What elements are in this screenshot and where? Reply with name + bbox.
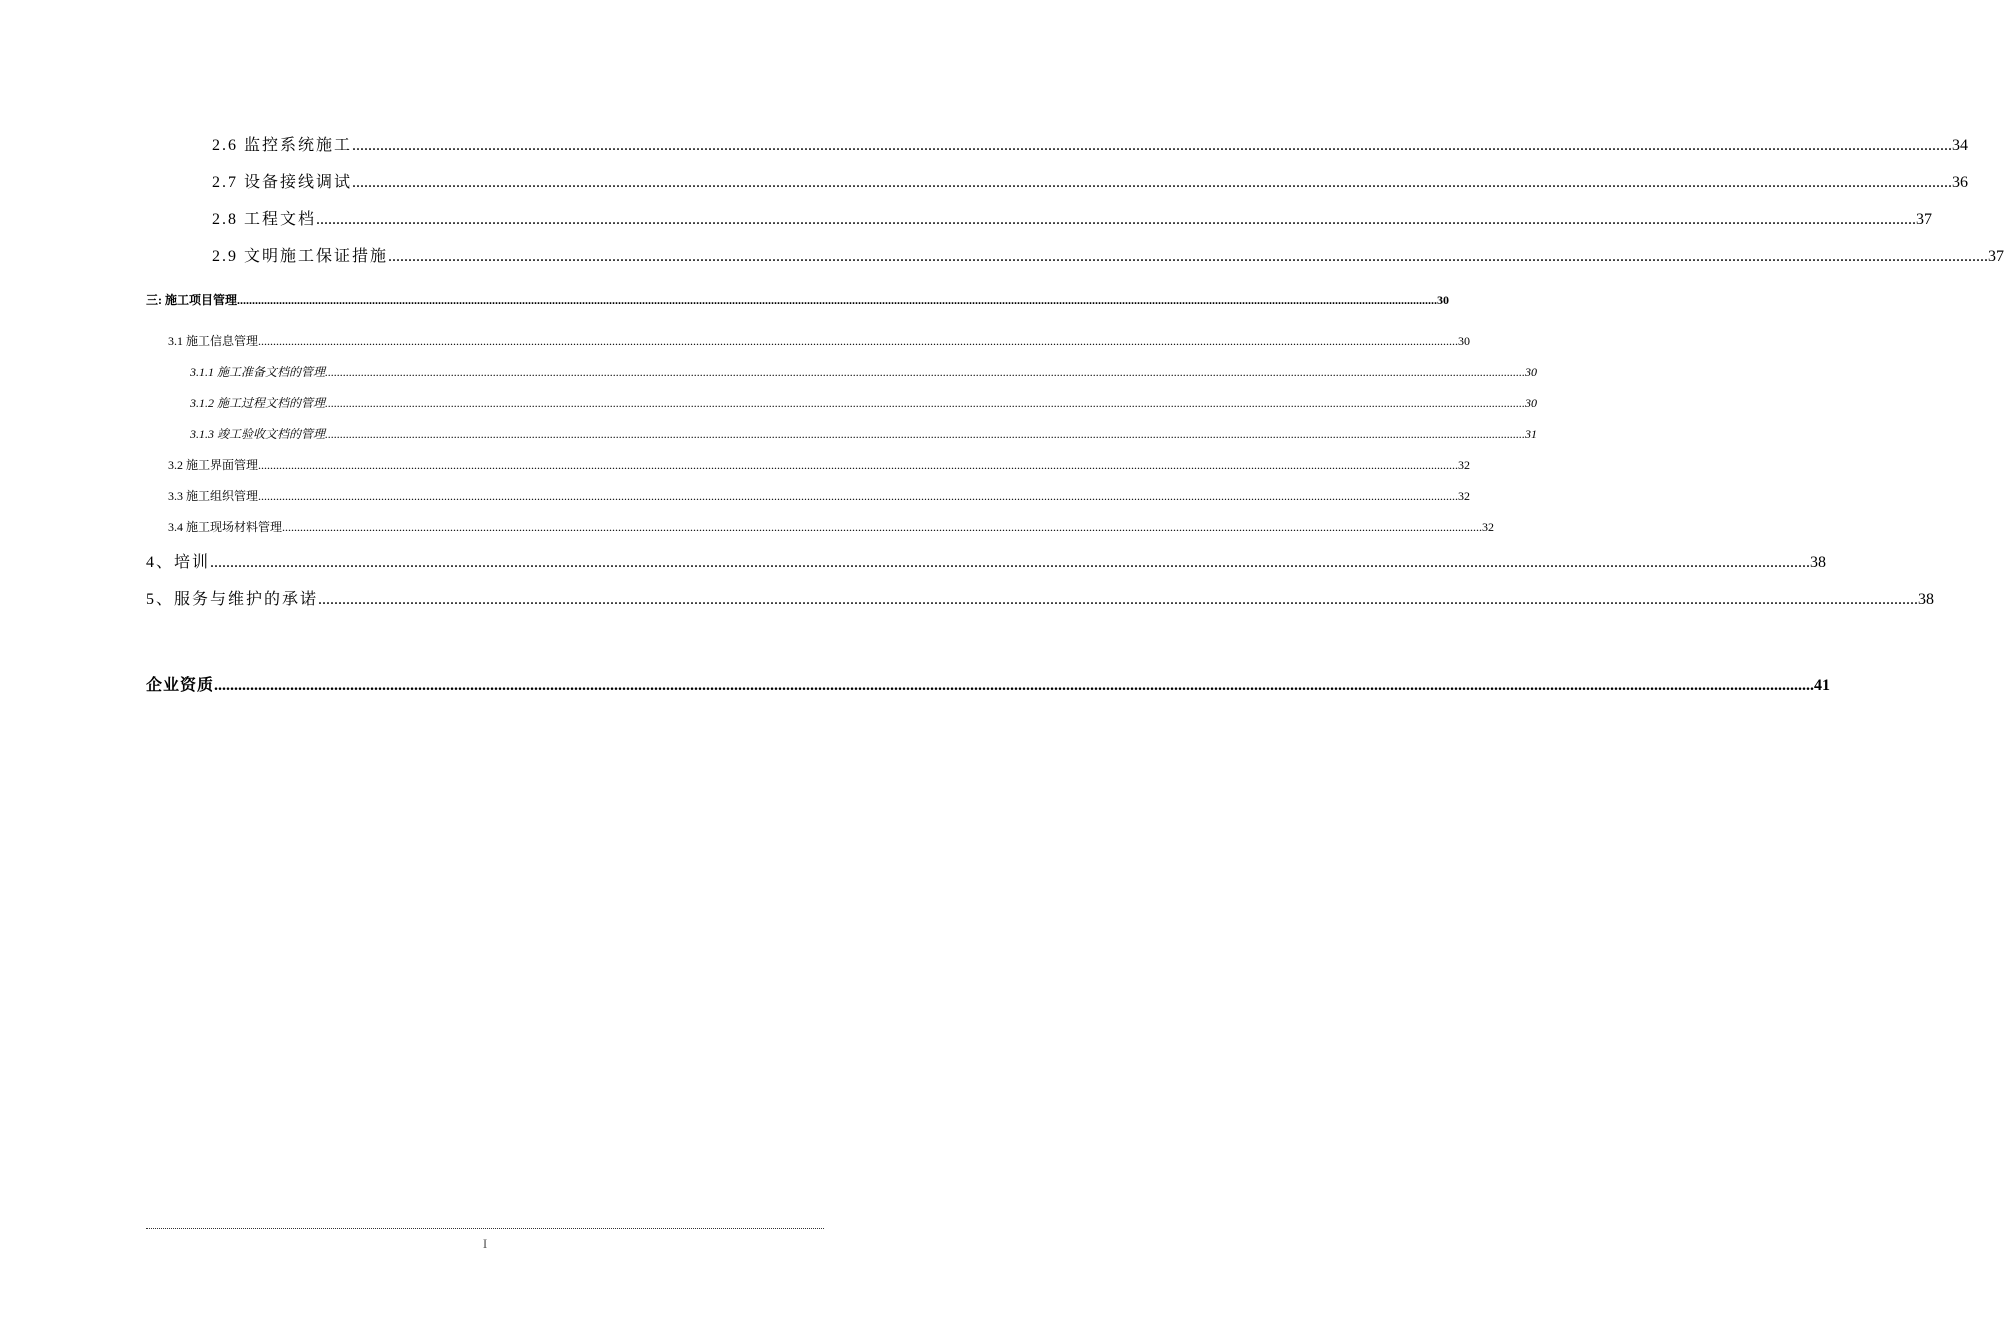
toc-page-number: 38 (1918, 591, 1935, 608)
dot-leader: ................................................................................................................................................................................................................................................................................................................................................................................................................ (258, 458, 1459, 472)
toc-label: 企业资质 (146, 677, 215, 694)
toc-page-number: 34 (1952, 137, 1969, 154)
toc-label: 4、培训 (146, 554, 211, 571)
toc-label: 2.6 监控系统施工 (212, 137, 353, 154)
toc-entry-2-8[interactable] (212, 206, 1933, 229)
toc-page-number: 32 (1482, 520, 1495, 534)
toc-entry-3-1-3[interactable] (190, 425, 1538, 442)
toc-entry-3-1-2[interactable] (190, 394, 1538, 411)
toc-entry-3-4[interactable] (168, 518, 1495, 535)
toc-page-number: 30 (1437, 293, 1449, 307)
dot-leader: ................................................................................................................................................................................................................................................................................................................................................................................................................ (325, 427, 1526, 441)
toc-entry-5[interactable] (146, 586, 1935, 609)
toc-page-number: 41 (1814, 677, 1831, 694)
toc-entry-2-6[interactable] (212, 132, 1969, 155)
toc-label: 2.8 工程文档 (212, 211, 317, 228)
toc-label: 3.4 施工现场材料管理 (168, 520, 283, 534)
dot-leader: ................................................................................................................................................................................................................................................................................................................................................................................................................ (282, 520, 1483, 534)
dot-leader: ................................................................................................................................................................................................................................................................................................................................................................................................................ (316, 211, 1917, 228)
footer-page-number: I (482, 1236, 488, 1251)
toc-entry-2-9[interactable] (212, 243, 2004, 266)
dot-leader: ................................................................................................................................................................................................................................................................................................................................................................................................................ (258, 489, 1459, 503)
toc-label: 3.2 施工界面管理 (168, 458, 259, 472)
toc-page-number: 37 (1916, 211, 1933, 228)
toc-label: 2.7 设备接线调试 (212, 174, 353, 191)
toc-entry-3-3[interactable] (168, 487, 1471, 504)
dot-leader: ................................................................................................................................................................................................................................................................................................................................................................................................................ (352, 137, 1953, 154)
toc-label: 5、服务与维护的承诺 (146, 591, 319, 608)
toc-entry-3-1[interactable] (168, 332, 1471, 349)
dot-leader: ................................................................................................................................................................................................................................................................................................................................................................................................................ (318, 591, 1919, 608)
toc-page-number: 30 (1525, 396, 1538, 410)
dot-leader: ................................................................................................................................................................................................................................................................................................................................................................................................................ (388, 248, 1989, 265)
toc-label: 3.1.3 竣工验收文档的管理 (190, 427, 326, 441)
dot-leader: ................................................................................................................................................................................................................................................................................................................................................................................................................ (258, 334, 1459, 348)
toc-page-number: 32 (1458, 489, 1471, 503)
toc-page-number: 31 (1525, 427, 1538, 441)
toc-page-number: 30 (1458, 334, 1471, 348)
toc-entry-qualifications[interactable] (146, 672, 1831, 695)
toc-entry-3-1-1[interactable] (190, 363, 1538, 380)
dot-leader: ................................................................................................................................................................................................................................................................................................................................................................................................................ (237, 293, 1437, 307)
toc-entry-2-7[interactable] (212, 169, 1969, 192)
footer-divider (146, 1228, 824, 1229)
toc-entry-section-3[interactable] (146, 291, 1449, 308)
toc-label: 3.3 施工组织管理 (168, 489, 259, 503)
toc-page-number: 37 (1988, 248, 2004, 265)
toc-label: 3.1 施工信息管理 (168, 334, 259, 348)
dot-leader: ................................................................................................................................................................................................................................................................................................................................................................................................................ (214, 677, 1815, 694)
toc-label: 3.1.2 施工过程文档的管理 (190, 396, 326, 410)
toc-page-number: 38 (1810, 554, 1827, 571)
toc-page-number: 30 (1525, 365, 1538, 379)
toc-page-number: 32 (1458, 458, 1471, 472)
toc-entry-4[interactable] (146, 549, 1827, 572)
dot-leader: ................................................................................................................................................................................................................................................................................................................................................................................................................ (352, 174, 1953, 191)
toc-entry-3-2[interactable] (168, 456, 1471, 473)
toc-label: 三: 施工项目管理 (146, 293, 237, 307)
toc-page-number: 36 (1952, 174, 1969, 191)
dot-leader: ................................................................................................................................................................................................................................................................................................................................................................................................................ (210, 554, 1811, 571)
dot-leader: ................................................................................................................................................................................................................................................................................................................................................................................................................ (325, 396, 1526, 410)
toc-label: 2.9 文明施工保证措施 (212, 248, 389, 265)
dot-leader: ................................................................................................................................................................................................................................................................................................................................................................................................................ (325, 365, 1526, 379)
toc-label: 3.1.1 施工准备文档的管理 (190, 365, 326, 379)
